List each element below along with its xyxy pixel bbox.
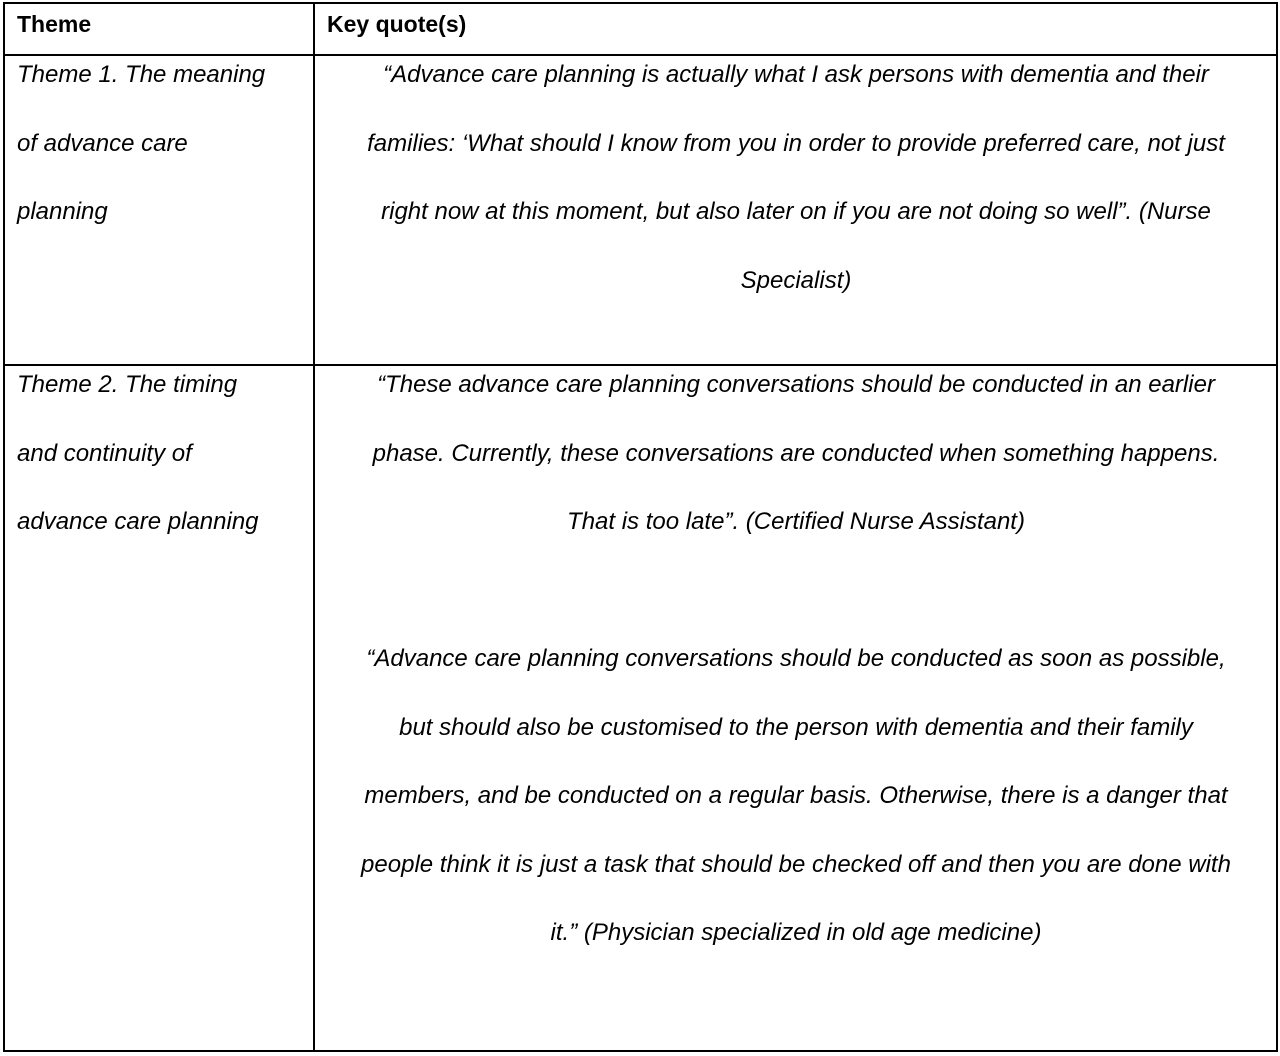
theme-2-line: Theme 2. The timing	[17, 371, 238, 398]
quote-line: families: ‘What should I know from you in order to provide preferred care, not just	[367, 129, 1225, 157]
quote-2a-cell	[321, 351, 1271, 557]
quote-1-cell	[321, 41, 1271, 315]
quote-line: but should also be customised to the person with dementia and their family	[399, 713, 1193, 741]
themes-table	[3, 2, 1278, 1052]
quote-line: it.” (Physician specialized in old age medicine)	[550, 919, 1042, 946]
quote-line: Specialist)	[740, 266, 852, 294]
quote-line: right now at this moment, but also later on if you are not doing so well”. (Nurse	[381, 198, 1211, 225]
theme-1-cell	[17, 41, 307, 247]
theme-1-line: Theme 1. The meaning	[17, 61, 266, 88]
quote-line: That is too late”. (Certified Nurse Assistant)	[567, 508, 1025, 535]
quote-line: “These advance care planning conversations should be conducted in an earlier	[377, 371, 1215, 398]
theme-1-line: of advance care	[17, 129, 188, 157]
theme-2-line: advance care planning	[17, 508, 259, 535]
quote-2b-cell	[321, 625, 1271, 968]
quote-line: people think it is just a task that should be checked off and then you are done with	[361, 850, 1231, 878]
theme-2-cell	[17, 351, 307, 557]
theme-2-line: and continuity of	[17, 439, 192, 467]
theme-1-line: planning	[17, 198, 108, 225]
quote-line: phase. Currently, these conversations are conducted when something happens.	[372, 439, 1220, 467]
header-key-quotes: Key quote(s)	[327, 11, 467, 37]
quote-line: members, and be conducted on a regular basis. Otherwise, there is a danger that	[364, 782, 1228, 809]
quote-line: “Advance care planning conversations should be conducted as soon as possible,	[366, 645, 1226, 672]
quote-line: “Advance care planning is actually what I ask persons with dementia and their	[383, 61, 1209, 88]
header-theme: Theme	[17, 11, 92, 37]
column-divider	[313, 4, 315, 1050]
